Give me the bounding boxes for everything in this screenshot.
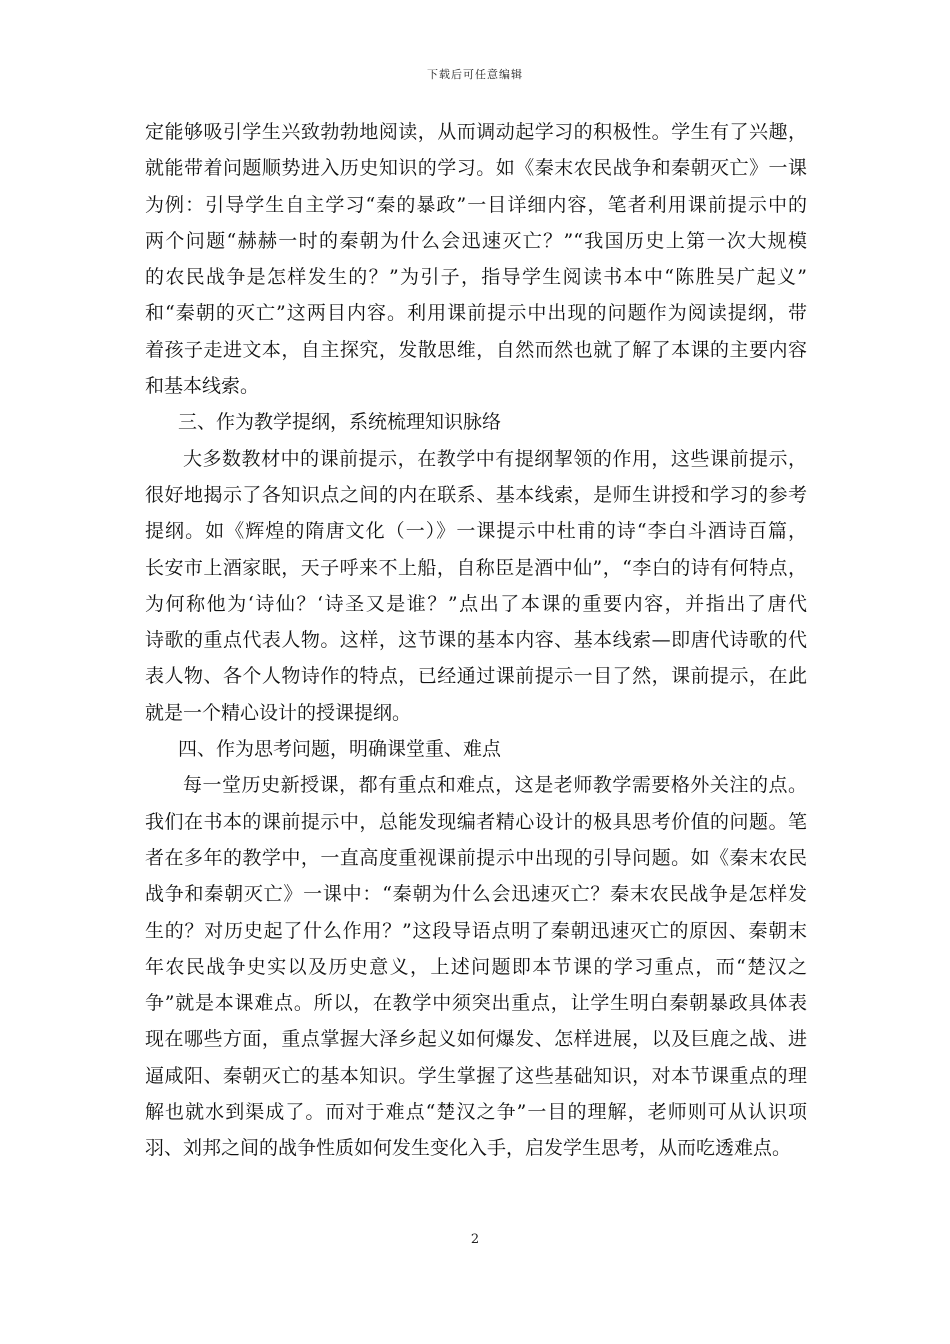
text-line: 提纲。如《辉煌的隋唐文化（一）》一课提示中杜甫的诗“李白斗酒诗百篇， <box>145 520 807 543</box>
text-line: 就能带着问题顺势进入历史知识的学习。如《秦末农民战争和秦朝灭亡》一课 <box>145 157 807 180</box>
page-number: 2 <box>470 1232 480 1247</box>
paragraph <box>145 441 807 731</box>
text-line: 和基本线索。 <box>145 375 260 398</box>
text-line: 每一堂历史新授课，都有重点和难点，这是老师教学需要格外关注的点。 <box>183 774 807 797</box>
text-line: 着孩子走进文本，自主探究，发散思维，自然而然也就了解了本课的主要内容 <box>145 338 807 361</box>
text-line: 很好地揭示了各知识点之间的内在联系、基本线索，是师生讲授和学习的参考 <box>145 483 807 506</box>
section-heading-text: 三、作为教学提纲，系统梳理知识脉络 <box>178 411 502 434</box>
text-line: 大多数教材中的课前提示，在教学中有提纲挈领的作用，这些课前提示， <box>183 447 807 470</box>
text-line: 定能够吸引学生兴致勃勃地阅读，从而调动起学习的积极性。学生有了兴趣， <box>145 121 807 143</box>
text-line: 现在哪些方面，重点掌握大泽乡起义如何爆发、怎样进展，以及巨鹿之战、进 <box>145 1028 807 1051</box>
section-heading <box>145 731 807 767</box>
text-line: 两个问题“赫赫一时的秦朝为什么会迅速灭亡？”“我国历史上第一次大规模 <box>145 229 807 252</box>
text-line: 解也就水到渠成了。而对于难点“楚汉之争”一目的理解，老师则可从认识项 <box>145 1101 807 1124</box>
page-header-note: 下载后可任意编辑 <box>427 68 523 81</box>
text-line: 羽、刘邦之间的战争性质如何发生变化入手，启发学生思考，从而吃透难点。 <box>145 1137 792 1160</box>
text-line: 我们在书本的课前提示中，总能发现编者精心设计的极具思考价值的问题。笔 <box>145 810 807 833</box>
text-line: 战争和秦朝灭亡》一课中：“秦朝为什么会迅速灭亡？秦末农民战争是怎样发 <box>145 883 807 906</box>
text-line: 的农民战争是怎样发生的？”为引子，指导学生阅读书本中“陈胜吴广起义” <box>145 266 807 289</box>
text-line: 逼咸阳、秦朝灭亡的基本知识。学生掌握了这些基础知识，对本节课重点的理 <box>145 1064 807 1087</box>
section-heading-text: 四、作为思考问题，明确课堂重、难点 <box>178 738 502 761</box>
section-heading <box>145 404 807 440</box>
text-line: 长安市上酒家眠，天子呼来不上船，自称臣是酒中仙”，“李白的诗有何特点， <box>145 556 807 579</box>
text-line: 者在多年的教学中，一直高度重视课前提示中出现的引导问题。如《秦末农民 <box>145 846 807 869</box>
text-line: 为何称他为‘诗仙？‘诗圣又是谁？”点出了本课的重要内容，并指出了唐代 <box>145 592 807 615</box>
paragraph <box>145 114 807 404</box>
document-body <box>145 114 807 1167</box>
text-line: 生的？对历史起了什么作用？”这段导语点明了秦朝迅速灭亡的原因、秦朝末 <box>145 919 807 942</box>
text-line: 诗歌的重点代表人物。这样，这节课的基本内容、基本线索—即唐代诗歌的代 <box>145 629 807 652</box>
text-line: 表人物、各个人物诗作的特点，已经通过课前提示一目了然，课前提示，在此 <box>145 665 807 688</box>
text-line: 为例：引导学生自主学习“秦的暴政”一目详细内容，笔者利用课前提示中的 <box>145 193 807 216</box>
text-line: 年农民战争史实以及历史意义，上述问题即本节课的学习重点，而“楚汉之 <box>145 955 807 978</box>
paragraph <box>145 767 807 1166</box>
text-line: 争”就是本课难点。所以，在教学中须突出重点，让学生明白秦朝暴政具体表 <box>145 992 807 1015</box>
text-line: 就是一个精心设计的授课提纲。 <box>145 701 412 724</box>
text-line: 和“秦朝的灭亡”这两目内容。利用课前提示中出现的问题作为阅读提纲，带 <box>145 302 807 325</box>
